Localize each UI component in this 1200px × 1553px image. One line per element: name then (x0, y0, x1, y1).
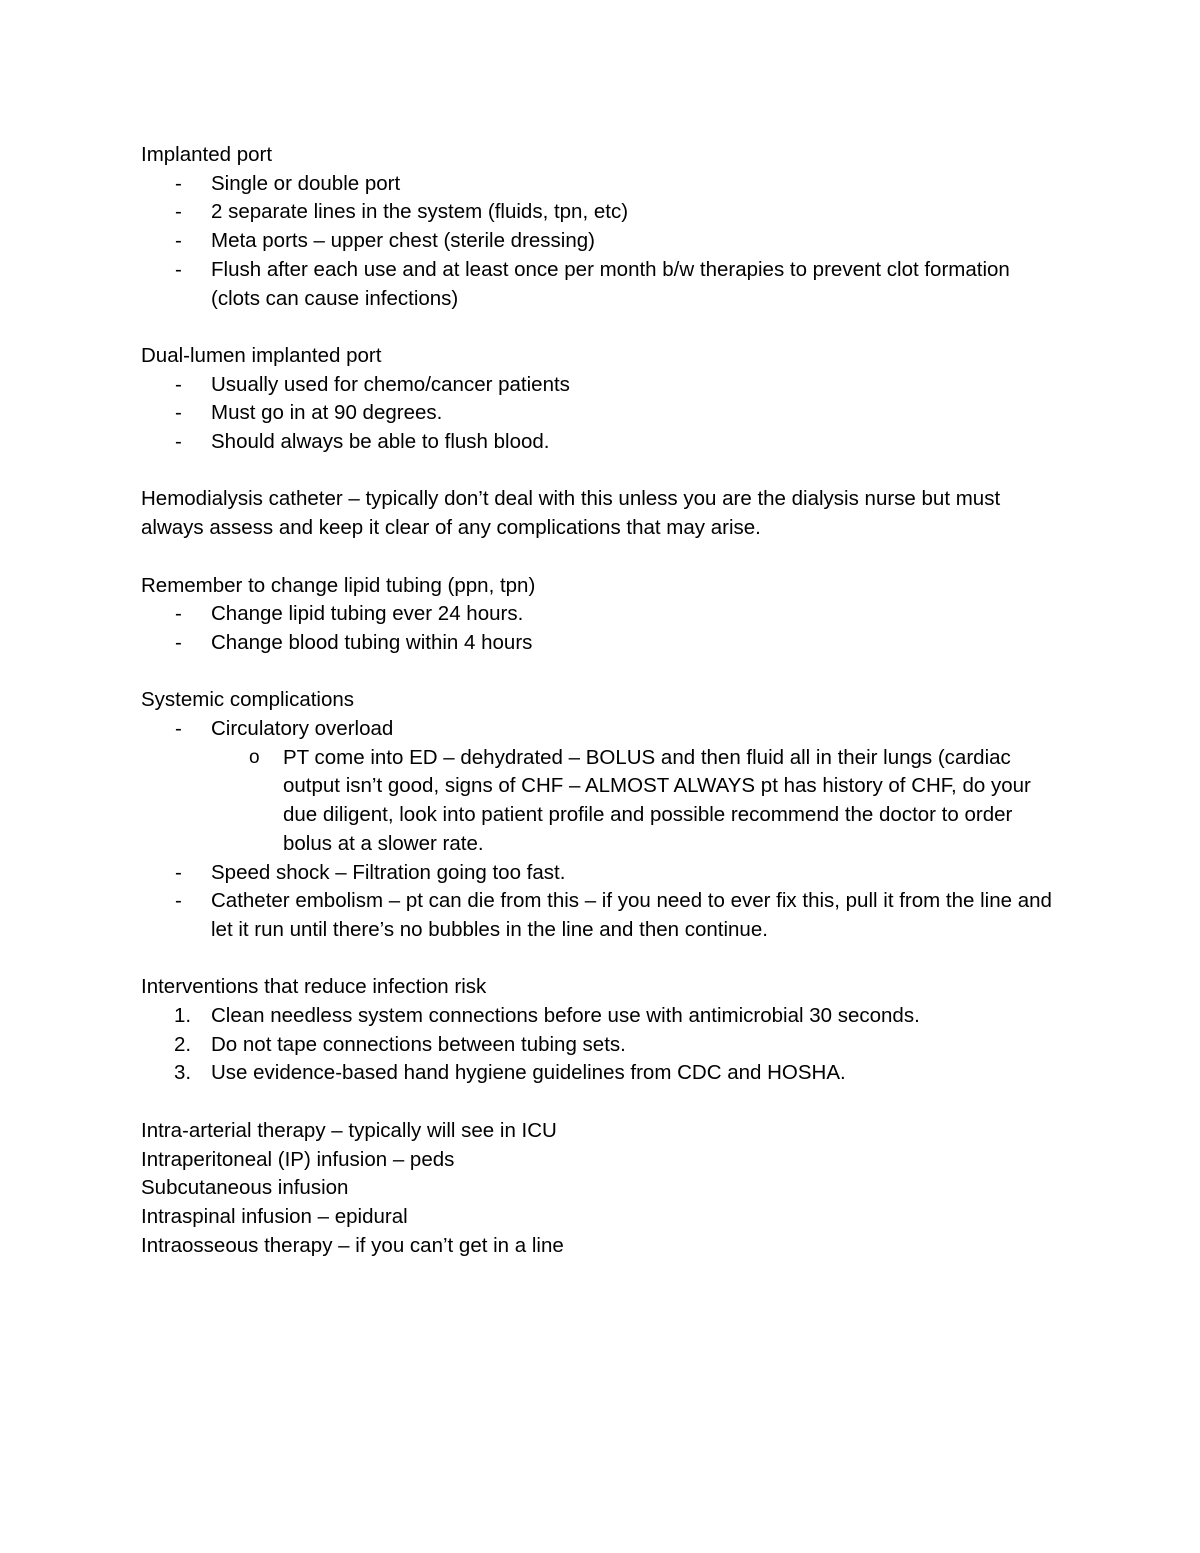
list-item (141, 887, 1061, 944)
section-heading: Dual-lumen implanted port (141, 343, 382, 367)
list-item (141, 859, 1061, 888)
therapy-line: Intraosseous therapy – if you can’t get in a line (141, 1233, 564, 1257)
list-item (141, 600, 1061, 629)
bullet-list (141, 859, 1061, 945)
section-lipid-tubing (141, 572, 1061, 658)
list-item-text: Change blood tubing within 4 hours (211, 630, 533, 654)
section-heading: Systemic complications (141, 688, 355, 712)
list-item (141, 1002, 1061, 1031)
sub-list-item-text: PT come into ED – dehydrated – BOLUS and then fluid all in their lungs (cardiac output isn’t good, signs of CHF – ALMOST ALWAYS pt has history of CHF, do your due diligent, look into patient profile and possible recommend the doctor to order bolus at a slower rate. (283, 745, 1031, 855)
list-item-text: Should always be able to flush blood. (211, 430, 550, 454)
list-item (141, 256, 1061, 313)
bullet-list (141, 715, 1061, 744)
list-item (141, 371, 1061, 400)
paragraph-text: Hemodialysis catheter – typically don’t deal with this unless you are the dialysis nurse but must always assess and keep it clear of any complications that may arise. (141, 487, 1001, 540)
section-heading: Remember to change lipid tubing (ppn, tpn) (141, 573, 536, 597)
section-implanted-port (141, 141, 1061, 313)
list-item-text: Speed shock – Filtration going too fast. (211, 860, 566, 884)
dash-marker: - (175, 430, 182, 454)
therapy-line: Intra-arterial therapy – typically will see in ICU (141, 1118, 557, 1142)
list-item (141, 170, 1061, 199)
dash-marker: - (175, 630, 182, 654)
therapy-line: Intraspinal infusion – epidural (141, 1204, 408, 1228)
number-marker: 3. (174, 1061, 192, 1085)
list-item-text: Usually used for chemo/cancer patients (211, 372, 570, 396)
document-page (141, 141, 1061, 1260)
list-item-text: Catheter embolism – pt can die from this – if you need to ever fix this, pull it from the line and let it run until there’s no bubbles in the line and then continue. (211, 889, 1052, 941)
bullet-list (141, 600, 1061, 657)
number-marker: 2. (174, 1032, 192, 1056)
list-item (141, 428, 1061, 457)
numbered-list (141, 1002, 1061, 1088)
therapy-line: Subcutaneous infusion (141, 1176, 349, 1200)
dash-marker: - (175, 860, 182, 884)
list-item (141, 227, 1061, 256)
section-hemodialysis (141, 485, 1061, 542)
dash-marker: - (175, 372, 182, 396)
list-item (141, 1059, 1061, 1088)
list-item (141, 715, 1061, 744)
list-item-text: Must go in at 90 degrees. (211, 401, 443, 425)
list-item-text: 2 separate lines in the system (fluids, tpn, etc) (211, 200, 629, 224)
list-item-text: Meta ports – upper chest (sterile dressing) (211, 229, 595, 253)
section-heading: Interventions that reduce infection risk (141, 975, 487, 999)
sub-list-item (211, 744, 1061, 859)
list-item (141, 629, 1061, 658)
section-heading: Implanted port (141, 143, 273, 166)
list-item (141, 399, 1061, 428)
list-item-text: Circulatory overload (211, 717, 394, 740)
list-item-text: Change lipid tubing ever 24 hours. (211, 602, 524, 626)
dash-marker: - (175, 602, 182, 626)
list-item (141, 1031, 1061, 1060)
bullet-list (141, 170, 1061, 314)
section-therapies (141, 1117, 1061, 1261)
bullet-list (141, 371, 1061, 457)
list-item (141, 198, 1061, 227)
list-item-text: Single or double port (211, 171, 401, 195)
section-systemic-complications (141, 686, 1061, 944)
dash-marker: - (175, 889, 182, 913)
list-item-text: Clean needless system connections before use with antimicrobial 30 seconds. (211, 1004, 920, 1028)
section-interventions (141, 973, 1061, 1088)
section-dual-lumen (141, 342, 1061, 457)
therapy-line: Intraperitoneal (IP) infusion – peds (141, 1147, 455, 1171)
circle-marker: o (249, 746, 260, 768)
list-item-text: Flush after each use and at least once per month b/w therapies to prevent clot formation (clots can cause infections) (211, 257, 1010, 310)
dash-marker: - (175, 401, 182, 425)
dash-marker: - (175, 257, 182, 281)
dash-marker: - (175, 200, 182, 224)
dash-marker: - (175, 229, 182, 253)
sub-bullet-list (141, 744, 1061, 859)
dash-marker: - (175, 171, 182, 195)
list-item-text: Do not tape connections between tubing sets. (211, 1032, 626, 1056)
list-item-text: Use evidence-based hand hygiene guidelines from CDC and HOSHA. (211, 1061, 846, 1085)
dash-marker: - (175, 717, 182, 740)
number-marker: 1. (174, 1004, 192, 1028)
